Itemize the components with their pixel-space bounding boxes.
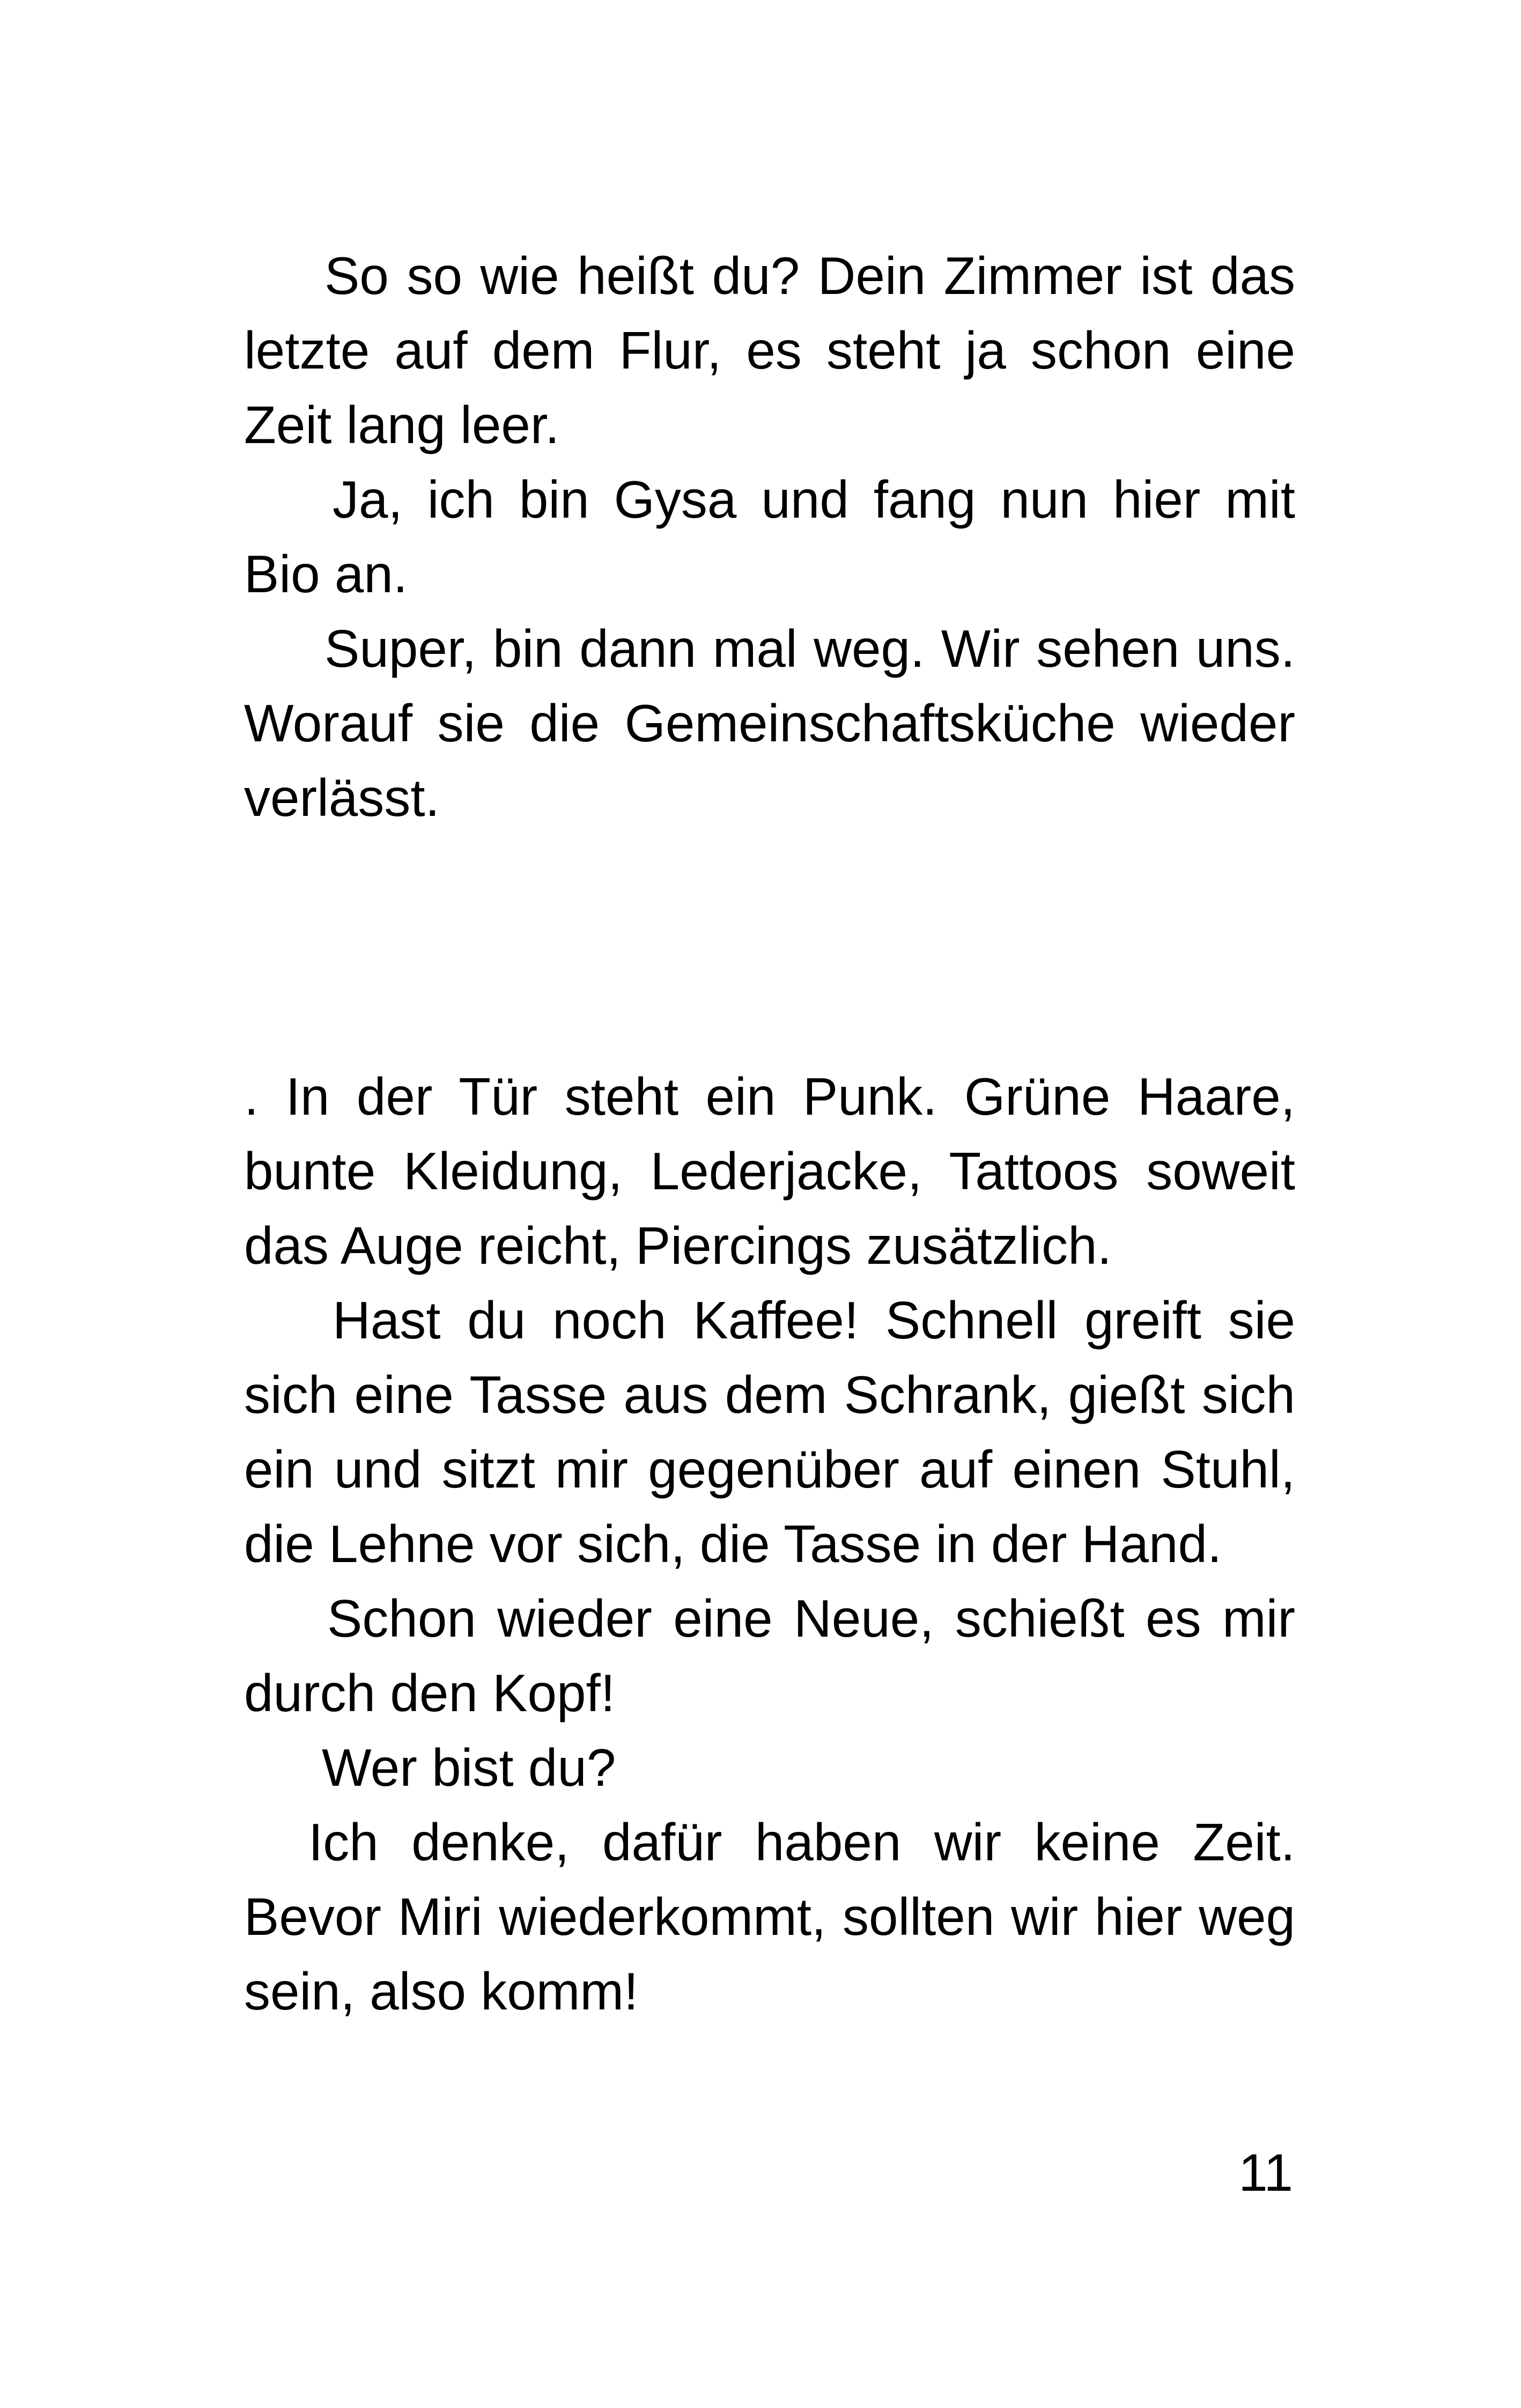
- page-number: 11: [1238, 2143, 1293, 2202]
- paragraph: Wer bist du?: [322, 1738, 616, 1797]
- text-section-top: [244, 239, 1295, 835]
- paragraph: Ich denke, dafür haben wir keine Zeit. Bevor Miri wiederkommt, sollten wir hier weg sein, also komm!: [244, 1813, 1295, 2021]
- text-section-bottom: [244, 1059, 1295, 2029]
- paragraph: . In der Tür steht ein Punk. Grüne Haare, bunte Kleidung, Lederjacke, Tattoos soweit das Auge reicht, Piercings zusätzlich.: [244, 1067, 1295, 1275]
- paragraph: Schon wieder eine Neue, schießt es mir durch den Kopf!: [244, 1589, 1295, 1722]
- paragraph: Super, bin dann mal weg. Wir sehen uns. Worauf sie die Gemeinschaftsküche wieder verlässt.: [244, 619, 1295, 827]
- paragraph: So so wie heißt du? Dein Zimmer ist das letzte auf dem Flur, es steht ja schon eine Zeit lang leer.: [244, 246, 1295, 454]
- paragraph: Ja, ich bin Gysa und fang nun hier mit Bio an.: [244, 470, 1295, 603]
- paragraph: Hast du noch Kaffee! Schnell greift sie sich eine Tasse aus dem Schrank, gießt sich ein und sitzt mir gegenüber auf einen Stuhl, die Lehne vor sich, die Tasse in der Hand.: [244, 1291, 1295, 1573]
